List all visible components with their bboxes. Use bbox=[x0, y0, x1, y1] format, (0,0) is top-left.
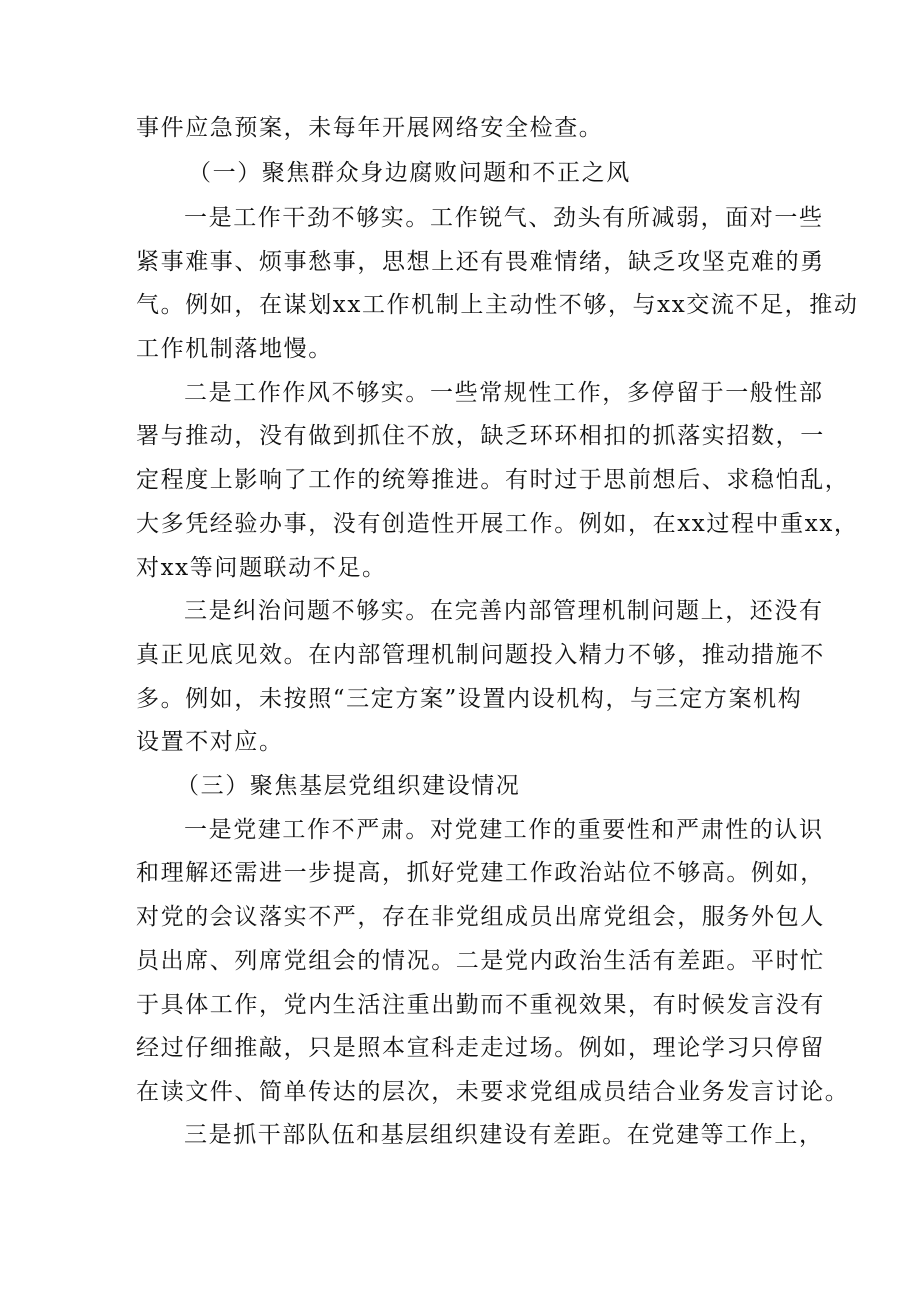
paragraph-line: 于具体工作，党内生活注重出勤而不重视效果，有时候发言没有 bbox=[136, 992, 825, 1018]
paragraph-line: 真正见底见效。在内部管理机制问题投入精力不够，推动措施不 bbox=[136, 642, 825, 668]
paragraph-line: 署与推动，没有做到抓住不放，缺乏环环相扣的抓落实招数，一 bbox=[136, 423, 825, 449]
paragraph-line: 一是工作干劲不够实。工作锐气、劲头有所减弱，面对一些 bbox=[184, 205, 824, 231]
paragraph-line: 一是党建工作不严肃。对党建工作的重要性和严肃性的认识 bbox=[184, 817, 824, 843]
paragraph-line: 事件应急预案，未每年开展网络安全检查。 bbox=[136, 115, 604, 141]
paragraph-line: 三是抓干部队伍和基层组织建设有差距。在党建等工作上， bbox=[184, 1122, 824, 1148]
paragraph-line: 员出席、列席党组会的情况。二是党内政治生活有差距。平时忙 bbox=[136, 948, 825, 974]
paragraph-line: 和理解还需进一步提高，抓好党建工作政治站位不够高。例如， bbox=[136, 860, 825, 886]
paragraph-line: 二是工作作风不够实。一些常规性工作，多停留于一般性部 bbox=[184, 380, 824, 406]
paragraph-line: 气。例如，在谋划xx工作机制上主动性不够，与xx交流不足，推动 bbox=[136, 292, 859, 318]
paragraph-line: 紧事难事、烦事愁事，思想上还有畏难情绪，缺乏攻坚克难的勇 bbox=[136, 249, 825, 275]
paragraph-line: 大多凭经验办事，没有创造性开展工作。例如，在xx过程中重xx， bbox=[136, 511, 859, 537]
paragraph-line: 经过仔细推敲，只是照本宣科走走过场。例如，理论学习只停留 bbox=[136, 1035, 825, 1061]
paragraph-line: 定程度上影响了工作的统筹推进。有时过于思前想后、求稳怕乱， bbox=[136, 467, 850, 493]
section-heading: （一）聚焦群众身边腐败问题和不正之风 bbox=[188, 160, 631, 186]
paragraph-line: 在读文件、简单传达的层次，未要求党组成员结合业务发言讨论。 bbox=[136, 1079, 850, 1105]
paragraph-line: 对党的会议落实不严，存在非党组成员出席党组会，服务外包人 bbox=[136, 904, 825, 930]
paragraph-line: 多。例如，未按照“三定方案”设置内设机构，与三定方案机构 bbox=[136, 686, 803, 712]
paragraph-line: 三是纠治问题不够实。在完善内部管理机制问题上，还没有 bbox=[184, 598, 824, 624]
paragraph-line: 对xx等问题联动不足。 bbox=[136, 555, 387, 581]
paragraph-line: 工作机制落地慢。 bbox=[136, 336, 333, 362]
paragraph-line: 设置不对应。 bbox=[136, 729, 284, 755]
section-heading: （三）聚焦基层党组织建设情况 bbox=[176, 773, 521, 799]
